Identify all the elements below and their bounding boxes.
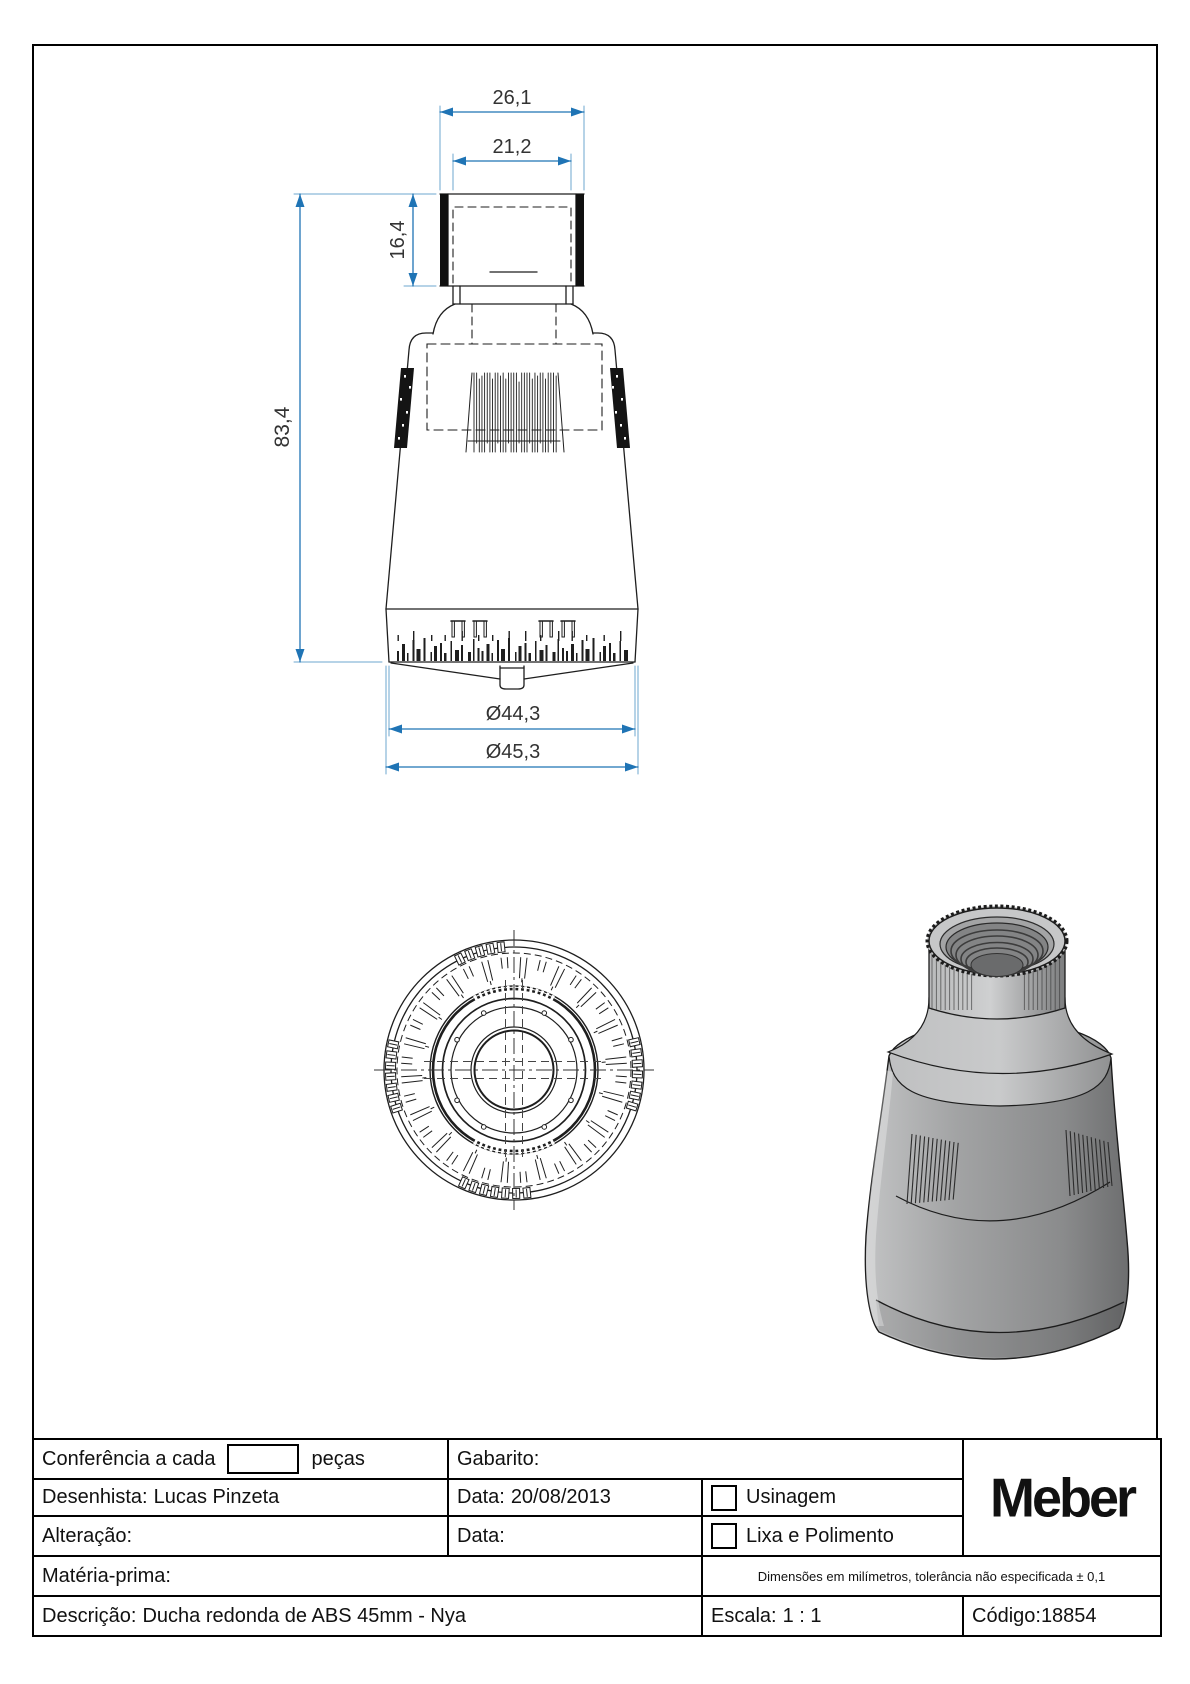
- tolerancia-cell: [703, 1557, 1160, 1595]
- alteracao-label: Alteração:: [42, 1524, 133, 1547]
- descricao-value: Ducha redonda de ABS 45mm - Nya: [142, 1604, 466, 1627]
- data2-cell: [449, 1517, 701, 1555]
- gabarito-label: Gabarito:: [457, 1447, 540, 1470]
- desenhista-cell: [34, 1480, 447, 1515]
- data-label: Data:: [457, 1486, 505, 1508]
- tolerancia-note: Dimensões em milímetros, tolerância não especificada ± 0,1: [757, 1568, 1106, 1584]
- lixa-cell: [703, 1517, 962, 1555]
- dim-16-4: 16,4: [387, 220, 409, 260]
- usinagem-label: Usinagem: [746, 1486, 837, 1508]
- gabarito-cell: [449, 1440, 962, 1478]
- escala-label: Escala:: [711, 1604, 777, 1627]
- conferencia-suffix: peças: [311, 1447, 365, 1470]
- materia-prima-cell: [34, 1557, 701, 1595]
- data2-label: Data:: [457, 1524, 505, 1547]
- codigo-cell: [964, 1597, 1160, 1635]
- bottom-view: [374, 930, 654, 1210]
- front-view: [271, 87, 638, 774]
- data-value: 20/08/2013: [510, 1486, 611, 1508]
- conferencia-label: Conferência a cada: [42, 1447, 216, 1470]
- conferencia-input-box: [227, 1444, 299, 1474]
- usinagem-cell: [703, 1480, 962, 1515]
- data-cell: [449, 1480, 701, 1515]
- dim-83-4: 83,4: [271, 406, 294, 448]
- alteracao-cell: [34, 1517, 447, 1555]
- lixa-label: Lixa e Polimento: [746, 1524, 894, 1547]
- lixa-checkbox: [711, 1523, 737, 1549]
- iso-view: [865, 906, 1128, 1359]
- usinagem-checkbox: [711, 1485, 737, 1511]
- title-block: [32, 1438, 1162, 1637]
- dim-dia-45-3: Ø45,3: [485, 741, 541, 763]
- dim-26-1: 26,1: [492, 87, 532, 109]
- materia-prima-label: Matéria-prima:: [42, 1564, 171, 1587]
- desenhista-value: Lucas Pinzeta: [153, 1486, 280, 1508]
- codigo-label: Código:: [972, 1604, 1041, 1627]
- descricao-label: Descrição:: [42, 1604, 137, 1627]
- escala-value: 1 : 1: [782, 1604, 822, 1627]
- meber-logo: Meber: [989, 1466, 1135, 1529]
- desenhista-label: Desenhista:: [42, 1486, 148, 1508]
- dim-dia-44-3: Ø44,3: [485, 703, 541, 725]
- descricao-cell: [34, 1597, 701, 1635]
- logo-cell: [964, 1440, 1160, 1555]
- escala-cell: [703, 1597, 962, 1635]
- codigo-value: 18854: [1040, 1604, 1097, 1627]
- conferencia-cell: [34, 1440, 447, 1478]
- dim-21-2: 21,2: [492, 136, 532, 158]
